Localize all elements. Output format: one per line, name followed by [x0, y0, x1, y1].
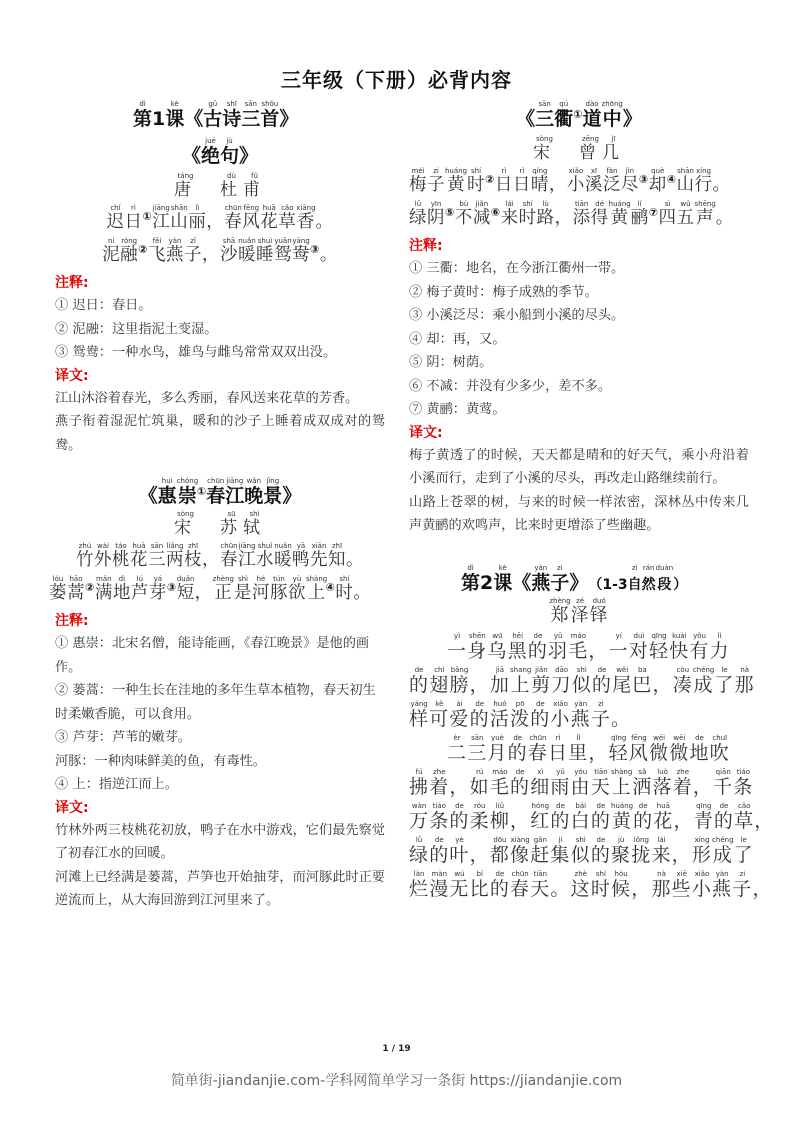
translation-paragraph: 竹林外两三枝桃花初放，鸭子在水中游戏，它们最先察觉了初春江水的回暖。	[55, 822, 385, 861]
verse-line-2: 泥ní融róng②飞fēi燕yàn子zǐ， 沙shā暖nuǎn睡shuì鸳yuān鸯yāng③。	[102, 237, 338, 265]
translation-label: 译文:	[55, 799, 89, 816]
left-column	[49, 100, 385, 913]
lesson-2-author: 郑zhèng泽zé铎duó	[549, 596, 609, 626]
footnote-marker: ④	[666, 173, 677, 186]
footnote-marker: ⑥	[490, 206, 501, 219]
notes-list	[409, 257, 749, 422]
lesson-2-title-main: 第dì2 课kè《 燕yàn子zi》	[461, 563, 589, 594]
page-title: 三年级（下册）必背内容	[281, 68, 512, 92]
prose-line: 一yì身shēn乌wū黑hēi的de羽yǔ毛máo， 一yí对duì轻qīng快kuài有yǒu力lì	[447, 631, 730, 662]
poem-author-sushi: 宋sòng 苏sū轼shì	[174, 510, 266, 538]
footnote-marker: ②	[85, 581, 95, 594]
footnote-marker: ①	[196, 485, 207, 498]
notes-label: 注释:	[55, 613, 89, 629]
poem-title-sanqu: 《 三sān衢qú①道dào中zhōng》	[516, 100, 642, 130]
verse-line-1: 梅méi子zi黄huáng时shí②日rì日rì晴qíng， 小xiǎo溪xī泛fàn尽jìn③却què④山shān行xíng。	[409, 167, 731, 195]
translation-text	[55, 387, 385, 458]
note-item: ① 惠崇：北宋名僧，能诗能画，《春江晚景》是他的画作。	[55, 636, 370, 675]
translation-text	[55, 819, 385, 913]
notes-label: 注释:	[55, 275, 89, 291]
translation-text	[409, 444, 749, 538]
translation-paragraph: 河滩上已经满是蒌蒿，芦笋也开始抽芽，而河豚此时正要逆流而上，从大海回游到江河里来了。	[55, 869, 385, 908]
notes-list	[55, 632, 385, 797]
note-item: 河豚：一种肉味鲜美的鱼，有毒性。	[55, 753, 266, 769]
translation-label: 译文:	[55, 367, 89, 384]
notes-label: 注释:	[409, 238, 443, 254]
note-item: ② 蒌蒿：一种生长在洼地的多年生草本植物，春天初生时柔嫩香脆，可以食用。	[55, 683, 376, 722]
footer-watermark: 简单街-jiandanjie.com-学科网简单学习一条街 https://jiandanjie.com	[170, 1073, 623, 1089]
note-item: ⑤ 阴：树荫。	[409, 355, 493, 370]
poem-author-dufu: 唐táng 杜dù甫fǔ	[174, 172, 266, 200]
poem-title-huichong: 《 惠huì崇chóng①春chūn江jiāng晚wǎn景jǐng》	[138, 477, 302, 507]
translation-paragraph: 山路上苍翠的树，与来的时候一样浓密，深林丛中传来几声黄鹂的欢鸣声，比来时更增添了些幽趣。	[409, 494, 749, 533]
footnote-marker: ③	[166, 581, 177, 594]
lesson-2-title	[409, 564, 749, 593]
notes-list	[55, 294, 385, 365]
lesson-1-title: 第dì1 课kè《 古gǔ诗shī三sān首shǒu》	[133, 100, 299, 130]
prose-line: 绿lǜ的de叶yè， 都dōu像xiàng赶gǎn集jí似shì的de聚jù拢lǒng来lái， 形xíng成chéng了le	[409, 835, 754, 866]
note-item: ③ 鸳鸯：一种水鸟，雄鸟与雌鸟常常双双出没。	[55, 345, 337, 360]
poem-author-zengji: 宋sòng 曾zēng几jī	[533, 135, 625, 163]
translation-paragraph: 燕子衔着湿泥忙筑巢，暖和的沙子上睡着成双成对的鸳鸯。	[55, 414, 385, 453]
lesson-2-subtitle: （1-3 自zì然rán段duàn）	[588, 563, 688, 593]
note-item: ③ 芦芽：芦苇的嫩芽。	[55, 730, 192, 745]
note-item: ① 迟日：春日。	[55, 298, 152, 313]
lesson-2-prose	[409, 631, 775, 901]
footnote-marker: ③	[638, 173, 649, 186]
verse-line-1: 迟chí日rì①江jiāng山shān丽lì， 春chūn风fēng花huā草cǎo香xiāng。	[106, 204, 334, 232]
note-item: ④ 却：再，又。	[409, 331, 506, 347]
footnote-marker: ①	[573, 108, 583, 121]
translation-paragraph: 梅子黄透了的时候，天天都是晴和的好天气，乘小舟沿着小溪而行，走到了小溪的尽头，再改走山路继续前行。	[409, 447, 749, 486]
poem-title-jueju: 《 绝jué句jù》	[181, 137, 259, 167]
note-item: ⑦ 黄鹂：黄莺。	[409, 402, 506, 417]
page-number: 1 / 19	[382, 1044, 411, 1054]
footnote-marker: ⑤	[445, 206, 455, 219]
verse-line-2: 绿lǜ阴yīn⑤不bù减jiǎn⑥来lái时shí路lù， 添tiān得dé黄huáng鹂lí⑦四sì五wǔ声shēng。	[409, 200, 734, 228]
translation-label: 译文:	[409, 424, 443, 441]
prose-line: 二èr三sān月yuè的de春chūn日rì里lǐ， 轻qīng风fēng微wēi微wēi地de吹chuī	[447, 733, 730, 764]
footnote-marker: ④	[325, 581, 336, 594]
footnote-marker: ③	[310, 243, 320, 256]
note-item: ① 三衢：地名，在今浙江衢州一带。	[409, 261, 625, 276]
footnote-marker: ②	[138, 243, 148, 256]
translation-paragraph: 江山沐浴着春光，多么秀丽，春风送来花草的芳香。	[55, 390, 359, 406]
note-item: ② 泥融：这里指泥土变湿。	[55, 321, 218, 337]
note-item: ② 梅子黄时：梅子成熟的季节。	[409, 284, 598, 300]
prose-line: 拂fú着zhe， 如rú毛máo的de细xì雨yǔ由yóu天tiān上shàng洒sǎ落luò着zhe， 千qiān条tiáo	[409, 767, 754, 798]
right-column	[409, 100, 775, 901]
prose-line: 样yàng可kě爱ài的de活huó泼pō的de小xiǎo燕yàn子zi。	[409, 699, 632, 730]
note-item: ④ 上：指逆江而上。	[55, 777, 178, 792]
prose-line: 烂làn漫màn无wú比bǐ的de春chūn天tiān。 这zhè时shí候hòu， 那nà些xiē小xiǎo燕yàn子zi，	[409, 869, 773, 900]
note-item: ⑥ 不减：并没有少多少，差不多。	[409, 378, 612, 394]
prose-line: 的de翅chì膀bǎng， 加jiā上shang剪jiǎn刀dāo似shì的de尾wěi巴ba， 凑còu成chéng了le那nà	[409, 665, 755, 696]
verse-line-2: 蒌lóu蒿hāo②满mǎn地dì芦lú芽yá③短duǎn， 正zhèng是shì河hé豚tún欲yù上shàng④时shí。	[49, 575, 372, 603]
note-item: ③ 小溪泛尽：乘小船到小溪的尽头。	[409, 308, 625, 323]
prose-line: 万wàn条tiáo的de柔róu柳liǔ， 红hóng的de白bái的de黄huáng的de花huā， 青qīng的de草cǎo，	[409, 801, 775, 832]
verse-line-1: 竹zhú外wài桃táo花huā三sān两liǎng枝zhī， 春chūn江jiāng水shuǐ暖nuǎn鸭yā先xiān知zhī。	[76, 542, 364, 570]
footnote-marker: ②	[485, 173, 495, 186]
footnote-marker: ①	[142, 210, 153, 223]
footnote-marker: ⑦	[648, 206, 659, 219]
